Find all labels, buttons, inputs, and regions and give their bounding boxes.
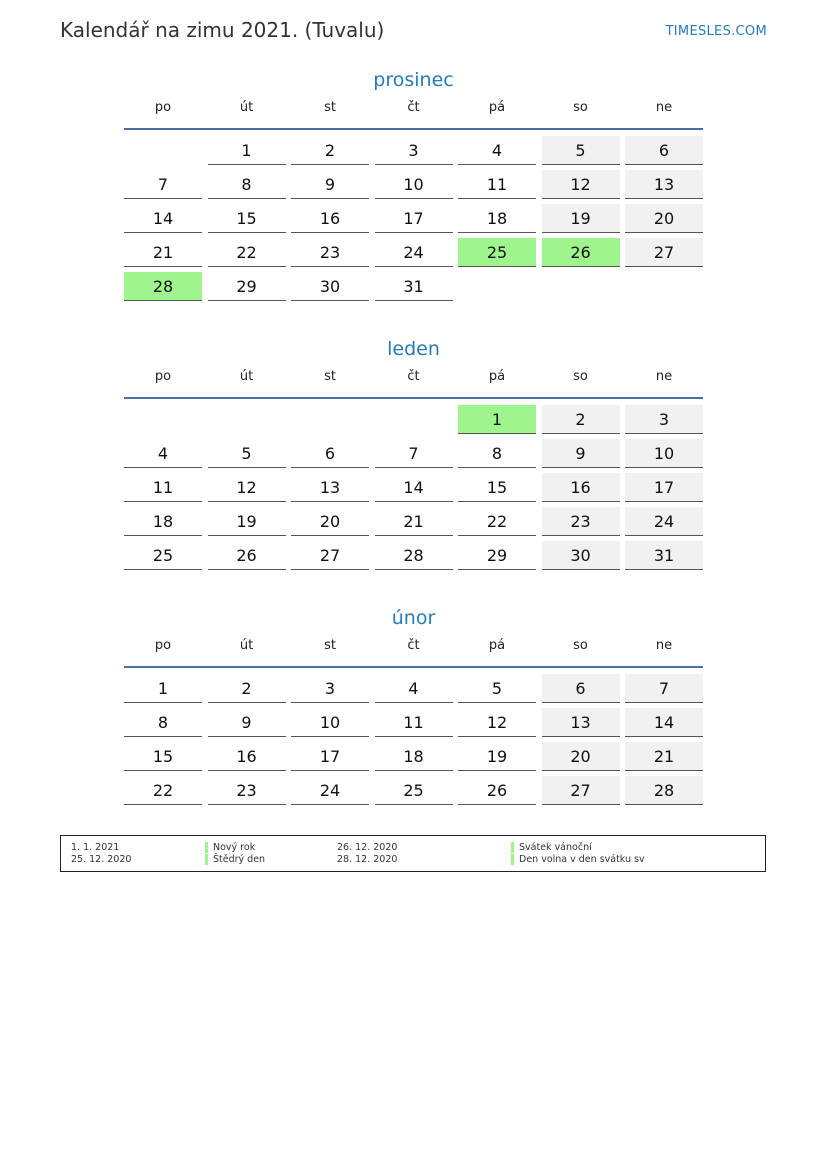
day-cell: 16 xyxy=(291,204,369,233)
weekday-label: st xyxy=(324,369,336,384)
day-cell: 16 xyxy=(208,742,286,771)
day-cell: 18 xyxy=(458,204,536,233)
day-cell: 11 xyxy=(375,708,453,737)
day-cell: 18 xyxy=(375,742,453,771)
day-cell: 19 xyxy=(208,507,286,536)
day-cell: 12 xyxy=(208,473,286,502)
day-cell: 21 xyxy=(375,507,453,536)
day-cell: 3 xyxy=(375,136,453,165)
day-cell: 17 xyxy=(375,204,453,233)
legend-date: 28. 12. 2020 xyxy=(337,854,398,865)
day-cell: 23 xyxy=(291,238,369,267)
day-cell: 29 xyxy=(208,272,286,301)
day-cell: 6 xyxy=(625,136,703,165)
weekday-label: po xyxy=(154,100,172,115)
empty-cell xyxy=(124,405,202,434)
day-cell: 19 xyxy=(458,742,536,771)
day-cell: 2 xyxy=(208,674,286,703)
day-grid xyxy=(124,674,703,805)
day-cell: 27 xyxy=(291,541,369,570)
day-cell: 25 xyxy=(124,541,202,570)
day-cell: 18 xyxy=(124,507,202,536)
day-cell: 26 xyxy=(458,776,536,805)
month-name: prosinec xyxy=(373,69,454,91)
day-cell: 26 xyxy=(208,541,286,570)
day-cell: 28 xyxy=(375,541,453,570)
day-cell: 4 xyxy=(375,674,453,703)
weekday-label: ne xyxy=(655,369,673,384)
weekday-label: pá xyxy=(488,369,506,384)
day-cell: 16 xyxy=(542,473,620,502)
empty-cell xyxy=(375,405,453,434)
day-cell: 9 xyxy=(291,170,369,199)
day-cell: 31 xyxy=(625,541,703,570)
day-cell: 14 xyxy=(375,473,453,502)
day-cell: 9 xyxy=(542,439,620,468)
day-cell: 21 xyxy=(124,238,202,267)
day-cell: 19 xyxy=(542,204,620,233)
day-cell: 21 xyxy=(625,742,703,771)
day-cell: 3 xyxy=(625,405,703,434)
holiday-day-cell: 25 xyxy=(458,238,536,267)
header-divider xyxy=(124,666,703,668)
brand-link[interactable]: TIMESLES.COM xyxy=(665,24,767,39)
weekday-label: so xyxy=(573,369,588,384)
day-cell: 22 xyxy=(208,238,286,267)
day-cell: 20 xyxy=(291,507,369,536)
weekday-label: út xyxy=(239,638,254,653)
month-name: leden xyxy=(387,338,440,360)
day-cell: 11 xyxy=(458,170,536,199)
empty-cell xyxy=(124,136,202,165)
weekday-label: pá xyxy=(488,638,506,653)
day-cell: 8 xyxy=(124,708,202,737)
day-cell: 20 xyxy=(625,204,703,233)
day-cell: 24 xyxy=(625,507,703,536)
weekday-label: čt xyxy=(407,369,420,384)
page-title: Kalendář na zimu 2021. (Tuvalu) xyxy=(60,18,385,42)
weekday-header xyxy=(124,369,703,389)
day-cell: 5 xyxy=(208,439,286,468)
weekday-label: ne xyxy=(655,638,673,653)
legend-date: 25. 12. 2020 xyxy=(71,854,132,865)
day-cell: 12 xyxy=(458,708,536,737)
day-cell: 4 xyxy=(124,439,202,468)
header-divider xyxy=(124,397,703,399)
day-cell: 27 xyxy=(625,238,703,267)
day-cell: 11 xyxy=(124,473,202,502)
day-cell: 6 xyxy=(291,439,369,468)
legend-date: 1. 1. 2021 xyxy=(71,842,120,853)
holiday-day-cell: 26 xyxy=(542,238,620,267)
day-cell: 8 xyxy=(458,439,536,468)
day-cell: 9 xyxy=(208,708,286,737)
day-cell: 7 xyxy=(124,170,202,199)
day-cell: 8 xyxy=(208,170,286,199)
weekday-label: st xyxy=(324,100,336,115)
day-cell: 17 xyxy=(625,473,703,502)
holiday-day-cell: 1 xyxy=(458,405,536,434)
weekday-label: út xyxy=(239,100,254,115)
legend-holiday-name: Den volna v den svátku sv xyxy=(511,854,645,865)
day-cell: 30 xyxy=(291,272,369,301)
day-cell: 14 xyxy=(124,204,202,233)
day-cell: 4 xyxy=(458,136,536,165)
day-cell: 30 xyxy=(542,541,620,570)
day-cell: 15 xyxy=(124,742,202,771)
weekday-label: so xyxy=(573,638,588,653)
empty-cell xyxy=(291,405,369,434)
legend-holiday-name: Svátek vánoční xyxy=(511,842,592,853)
month-leden xyxy=(124,335,703,570)
weekday-label: pá xyxy=(488,100,506,115)
weekday-label: čt xyxy=(407,638,420,653)
day-cell: 24 xyxy=(375,238,453,267)
header-divider xyxy=(124,128,703,130)
day-cell: 1 xyxy=(124,674,202,703)
legend-row xyxy=(61,854,765,866)
day-cell: 10 xyxy=(375,170,453,199)
weekday-label: ne xyxy=(655,100,673,115)
legend-holiday-name: Štědrý den xyxy=(205,854,265,865)
day-cell: 5 xyxy=(458,674,536,703)
day-cell: 12 xyxy=(542,170,620,199)
empty-cell xyxy=(208,405,286,434)
weekday-label: po xyxy=(154,369,172,384)
day-cell: 13 xyxy=(625,170,703,199)
month-prosinec xyxy=(124,66,703,301)
day-cell: 5 xyxy=(542,136,620,165)
holiday-legend xyxy=(60,835,766,872)
day-cell: 20 xyxy=(542,742,620,771)
day-cell: 15 xyxy=(208,204,286,233)
day-cell: 7 xyxy=(625,674,703,703)
weekday-label: po xyxy=(154,638,172,653)
weekday-header xyxy=(124,638,703,658)
weekday-label: čt xyxy=(407,100,420,115)
day-cell: 15 xyxy=(458,473,536,502)
legend-holiday-name: Nový rok xyxy=(205,842,255,853)
day-cell: 13 xyxy=(542,708,620,737)
day-cell: 27 xyxy=(542,776,620,805)
day-cell: 2 xyxy=(542,405,620,434)
day-cell: 6 xyxy=(542,674,620,703)
weekday-header xyxy=(124,100,703,120)
day-grid xyxy=(124,405,703,570)
day-cell: 31 xyxy=(375,272,453,301)
day-cell: 3 xyxy=(291,674,369,703)
day-cell: 22 xyxy=(458,507,536,536)
day-cell: 29 xyxy=(458,541,536,570)
weekday-label: út xyxy=(239,369,254,384)
day-cell: 17 xyxy=(291,742,369,771)
day-cell: 10 xyxy=(291,708,369,737)
day-cell: 23 xyxy=(208,776,286,805)
month-unor xyxy=(124,604,703,805)
weekday-label: st xyxy=(324,638,336,653)
day-cell: 25 xyxy=(375,776,453,805)
day-cell: 1 xyxy=(208,136,286,165)
day-cell: 28 xyxy=(625,776,703,805)
day-cell: 14 xyxy=(625,708,703,737)
day-cell: 13 xyxy=(291,473,369,502)
holiday-day-cell: 28 xyxy=(124,272,202,301)
day-cell: 23 xyxy=(542,507,620,536)
day-cell: 22 xyxy=(124,776,202,805)
day-grid xyxy=(124,136,703,301)
legend-date: 26. 12. 2020 xyxy=(337,842,398,853)
legend-row xyxy=(61,842,765,854)
month-name: únor xyxy=(391,607,436,629)
day-cell: 10 xyxy=(625,439,703,468)
day-cell: 2 xyxy=(291,136,369,165)
weekday-label: so xyxy=(573,100,588,115)
day-cell: 7 xyxy=(375,439,453,468)
day-cell: 24 xyxy=(291,776,369,805)
